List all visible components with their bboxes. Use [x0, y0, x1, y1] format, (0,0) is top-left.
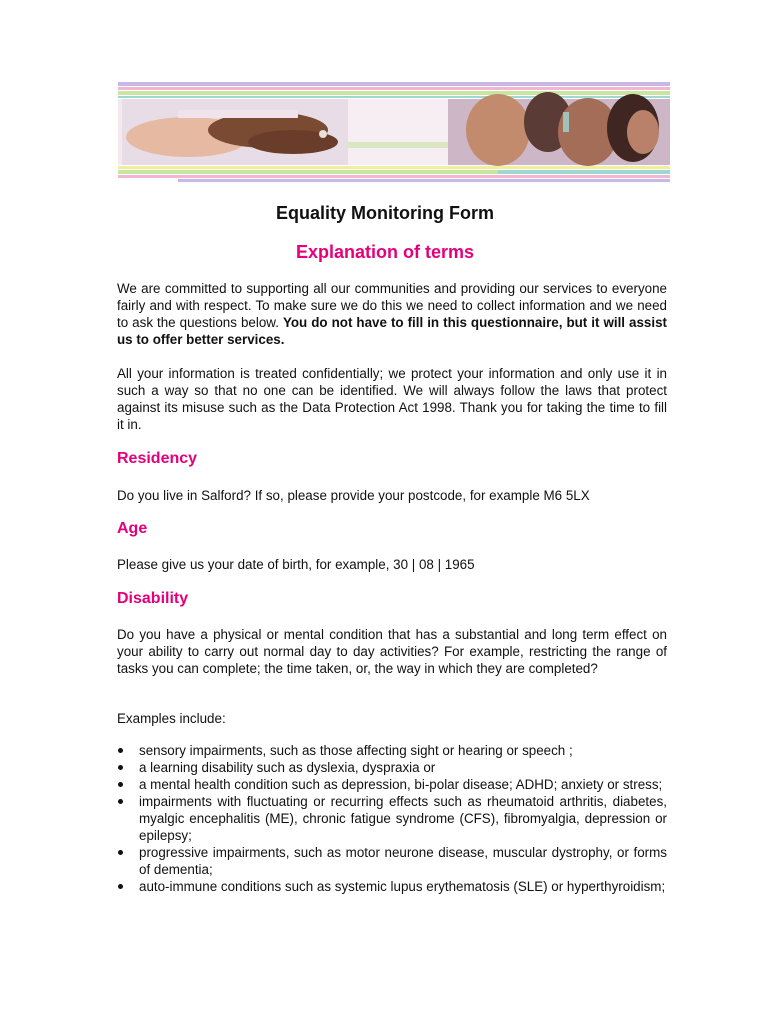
- hands-photo: [122, 99, 348, 165]
- intro-bold-text: You do not have to fill in this questionnaire, but it will assist us to offer better services.: [117, 315, 667, 347]
- intro-paragraph: [117, 280, 667, 348]
- list-item: sensory impairments, such as those affecting sight or hearing or speech ;: [117, 742, 667, 759]
- list-item: impairments with fluctuating or recurring effects such as rheumatoid arthritis, diabetes, myalgic encephalitis (ME), chronic fatigue syndrome (CFS), fibromyalgia, depression or epilepsy;: [117, 793, 667, 844]
- banner-graphic: [118, 82, 670, 182]
- header-banner: [118, 82, 670, 182]
- bullet-icon: [118, 884, 123, 889]
- bullet-icon: [118, 782, 123, 787]
- list-item: a learning disability such as dyslexia, dyspraxia or: [117, 759, 667, 776]
- bullet-icon: [118, 748, 123, 753]
- faces-photo: [448, 92, 670, 166]
- examples-list: [117, 742, 667, 895]
- residency-heading: Residency: [117, 450, 198, 467]
- intro-text: We are committed to supporting all our communities and providing our services to everyone fairly and with respect. To make sure we do this we need to collect information and we need to ask the questions below.: [117, 281, 667, 330]
- residency-text: Do you live in Salford? If so, please provide your postcode, for example M6 5LX: [117, 488, 590, 503]
- disability-text: Do you have a physical or mental condition that has a substantial and long term effect on your ability to carry out normal day to day activities? For example, restricting the range of tasks you can complete; the time taken, or, the way in which they are completed?: [117, 627, 667, 676]
- list-item: auto-immune conditions such as systemic lupus erythematosis (SLE) or hyperthyroidism;: [117, 878, 667, 895]
- disability-heading: Disability: [117, 590, 189, 607]
- list-item: progressive impairments, such as motor neurone disease, muscular dystrophy, or forms of dementia;: [117, 844, 667, 878]
- age-text: Please give us your date of birth, for example, 30 | 08 | 1965: [117, 557, 475, 572]
- age-heading: Age: [117, 520, 148, 537]
- list-item: a mental health condition such as depression, bi-polar disease; ADHD; anxiety or stress;: [117, 776, 667, 793]
- bullet-icon: [118, 799, 123, 804]
- examples-label: Examples include:: [117, 711, 226, 726]
- bullet-icon: [118, 765, 123, 770]
- bullet-icon: [118, 850, 123, 855]
- page-title: Equality Monitoring Form: [276, 203, 494, 223]
- confidentiality-paragraph: All your information is treated confidentially; we protect your information and only use it in such a way so that no one can be identified. We will always follow the laws that protect against its misuse such as the Data Protection Act 1998. Thank you for taking the time to fill it in.: [117, 366, 667, 432]
- page-subtitle: Explanation of terms: [295, 242, 475, 262]
